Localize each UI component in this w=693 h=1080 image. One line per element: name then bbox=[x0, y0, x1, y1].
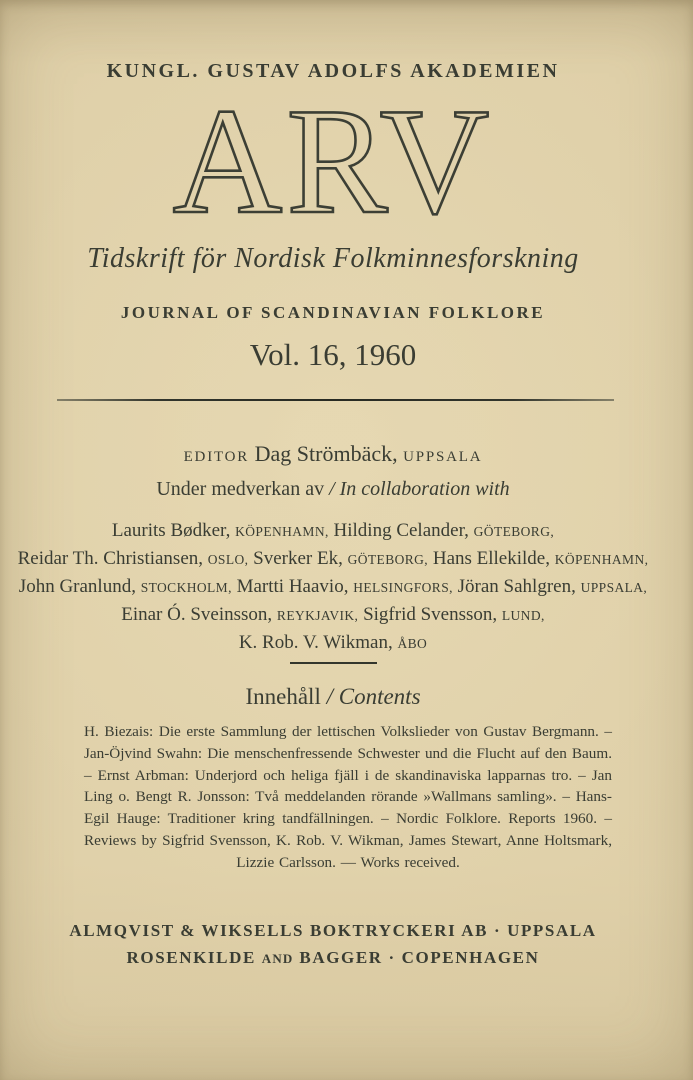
editor-line bbox=[0, 441, 666, 467]
collaborator-name: K. Rob. V. Wikman, bbox=[238, 632, 393, 653]
contents-summary-paragraph: H. Biezais: Die erste Sammlung der lettischen Volkslieder von Gustav Bergmann. – Jan-Öjvind Swahn: Die menschenfressende Schwester und die Flucht auf den Baum. – Ernst Arbman: Underjord och heliga fjäll i de skandinaviska lapparnas tro. – Jan Ling o. Bengt R. Jonsson: Två meddelanden rörande »Wallmans samling». – Hans-Egil Hauge: Traditioner kring tandfällningen. – Nordic Folklore. Reports 1960. – Reviews by Sigfrid Svensson, K. Rob. V. Wikman, James Stewart, Anne Holtsmark, Lizzie Carlsson. — Works received. bbox=[84, 723, 612, 871]
collaborator-city: OSLO, bbox=[207, 552, 249, 567]
subtitle-english: JOURNAL OF SCANDINAVIAN FOLKLORE bbox=[120, 303, 546, 322]
publisher-name-2: BAGGER · COPENHAGEN bbox=[299, 948, 540, 967]
collaborator-name: Sverker Ek, bbox=[253, 548, 343, 569]
editor-label: EDITOR bbox=[183, 449, 250, 465]
collaborators-row bbox=[0, 517, 666, 545]
horizontal-rule-contents bbox=[290, 662, 377, 664]
collaborator-name: Jöran Sahlgren, bbox=[457, 576, 576, 597]
collaborators-row bbox=[0, 545, 666, 573]
collaborator-city: KÖPENHAMN, bbox=[235, 524, 329, 539]
subtitle-swedish: Tidskrift för Nordisk Folkminnesforskning bbox=[87, 243, 579, 274]
collaborator-city: STOCKHOLM, bbox=[140, 580, 232, 595]
collaborator-city: GÖTEBORG, bbox=[347, 552, 429, 567]
collaboration-intro bbox=[0, 478, 666, 501]
collaborators-row bbox=[0, 573, 666, 601]
collaborator-city: KÖPENHAMN, bbox=[554, 552, 649, 567]
collaborator-city: ÅBO bbox=[397, 636, 428, 651]
contents-heading-english: Contents bbox=[338, 684, 421, 709]
collaborator-name: Einar Ó. Sveinsson, bbox=[121, 604, 273, 625]
collaborator-name: Martti Haavio, bbox=[236, 576, 349, 597]
collaborator-name: Reidar Th. Christiansen, bbox=[17, 548, 204, 569]
horizontal-rule-main bbox=[57, 399, 614, 401]
printer-imprint: ALMQVIST & WIKSELLS BOKTRYCKERI AB · UPPSALA bbox=[69, 921, 597, 940]
collaborator-city: GÖTEBORG, bbox=[473, 524, 555, 539]
collaborator-city: LUND, bbox=[501, 608, 545, 623]
collaborators-list bbox=[0, 517, 666, 657]
collaborator-city: UPPSALA, bbox=[580, 580, 648, 595]
contents-heading-separator: / bbox=[326, 684, 333, 709]
collaborator-name: Hilding Celander, bbox=[333, 520, 469, 541]
collaborators-row bbox=[0, 629, 666, 657]
collab-intro-separator: / bbox=[329, 478, 335, 500]
contents-heading-swedish: Innehåll bbox=[245, 684, 321, 709]
collab-intro-swedish: Under medverkan av bbox=[156, 478, 325, 500]
editor-city: UPPSALA bbox=[403, 449, 483, 465]
journal-title: ARV bbox=[172, 77, 494, 245]
collaborator-name: Laurits Bødker, bbox=[111, 520, 231, 541]
collaborators-row bbox=[0, 601, 666, 629]
collab-intro-english: In collaboration with bbox=[339, 478, 510, 500]
editor-name: Dag Strömbäck, bbox=[254, 441, 398, 466]
publisher-name-1: ROSENKILDE bbox=[126, 948, 256, 967]
volume-year: Vol. 16, 1960 bbox=[249, 337, 417, 372]
collaborator-city: REYKJAVIK, bbox=[276, 608, 359, 623]
collaborator-name: Sigfrid Svensson, bbox=[363, 604, 498, 625]
publisher-and: AND bbox=[261, 951, 294, 966]
collaborator-city: HELSINGFORS, bbox=[353, 580, 453, 595]
academy-name: KUNGL. GUSTAV ADOLFS AKADEMIEN bbox=[106, 60, 560, 82]
collaborator-name: John Granlund, bbox=[18, 576, 136, 597]
contents-heading bbox=[0, 684, 666, 710]
publisher-imprint bbox=[0, 948, 666, 968]
collaborator-name: Hans Ellekilde, bbox=[432, 548, 550, 569]
